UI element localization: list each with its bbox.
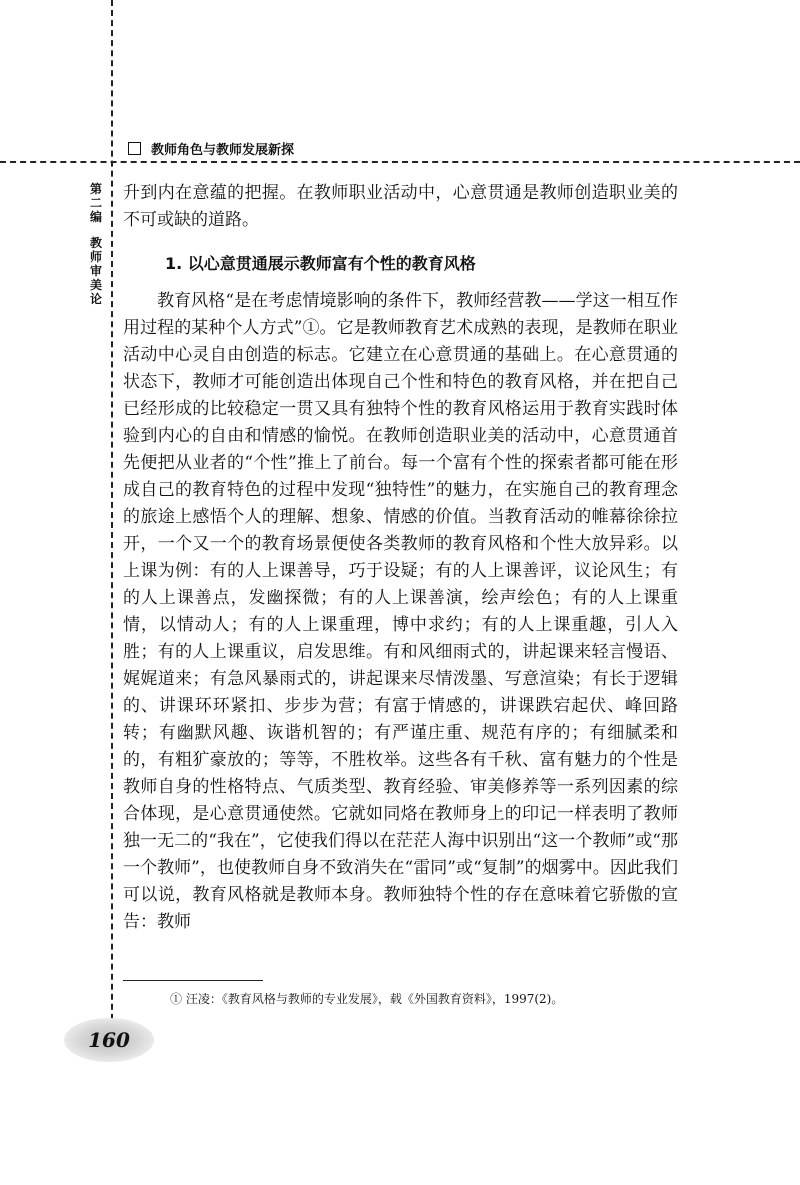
- footnote-rule: [123, 980, 263, 981]
- header-dashed-rule: [0, 161, 800, 163]
- binding-dashed-line-vertical: [111, 0, 113, 1060]
- side-char: 审: [89, 264, 102, 278]
- footnote: ① 汪凌：《教育风格与教师的专业发展》，载《外国教育资料》，1997(2)。: [170, 992, 564, 1006]
- side-part-label: [86, 182, 106, 224]
- side-char: 教: [89, 236, 102, 250]
- side-char: 第: [89, 182, 102, 196]
- main-text: [123, 180, 678, 936]
- side-topic-label: [86, 236, 106, 306]
- running-header: [128, 139, 294, 158]
- side-char: 编: [89, 210, 102, 224]
- side-char: 师: [89, 250, 102, 264]
- side-section-label: [86, 182, 106, 306]
- running-header-title: 教师角色与教师发展新探: [151, 143, 295, 158]
- section-heading: 1. 以心意贯通展示教师富有个性的教育风格: [165, 254, 476, 273]
- page-number: 160: [88, 1028, 130, 1052]
- intro-paragraph: 升到内在意蕴的把握。在教师职业活动中，心意贯通是教师创造职业美的不可或缺的道路。: [123, 183, 678, 230]
- checkbox-square-icon: [128, 142, 141, 155]
- page-number-badge: [64, 1018, 154, 1062]
- body-paragraph: 教育风格“是在考虑情境影响的条件下，教师经营教——学这一相互作用过程的某种个人方式”①。它是教师教育艺术成熟的表现，是教师在职业活动中心灵自由创造的标志。它建立在心意贯通的基础上。在心意贯通的状态下，教师才可能创造出体现自己个性和特色的教育风格，并在把自己已经形成的比较稳定一贯又具有独特个性的教育风格运用于教育实践时体验到内心的自由和情感的愉悦。在教师创造职业美的活动中，心意贯通首先便把从业者的“个性”推上了前台。每一个富有个性的探索者都可能在形成自己的教育特色的过程中发现“独特性”的魅力，在实施自己的教育理念的旅途上感悟个人的理解、想象、情感的价值。当教育活动的帷幕徐徐拉开，一个又一个的教育场景便使各类教师的教育风格和个性大放异彩。以上课为例：有的人上课善导，巧于设疑；有的人上课善评，议论风生；有的人上课善点，发幽探微；有的人上课善演，绘声绘色；有的人上课重情，以情动人；有的人上课重理，博中求约；有的人上课重趣，引人入胜；有的人上课重议，启发思维。有和风细雨式的，讲起课来轻言慢语、娓娓道来；有急风暴雨式的，讲起课来尽情泼墨、写意渲染；有长于逻辑的、讲课环环紧扣、步步为营；有富于情感的，讲课跌宕起伏、峰回路转；有幽默风趣、诙谐机智的；有严谨庄重、规范有序的；有细腻柔和的，有粗犷豪放的；等等，不胜枚举。这些各有千秋、富有魅力的个性是教师自身的性格特点、气质类型、教育经验、审美修养等一系列因素的综合体现，是心意贯通使然。它就如同烙在教师身上的印记一样表明了教师独一无二的“我在”，它使我们得以在茫茫人海中识别出“这一个教师”或“那一个教师”，也使教师自身不致消失在“雷同”或“复制”的烟雾中。因此我们可以说，教育风格就是教师本身。教师独特个性的存在意味着它骄傲的宣告：教师: [123, 291, 678, 932]
- side-char: 论: [89, 292, 102, 306]
- side-char: 美: [89, 278, 102, 292]
- side-char: 二: [89, 196, 102, 210]
